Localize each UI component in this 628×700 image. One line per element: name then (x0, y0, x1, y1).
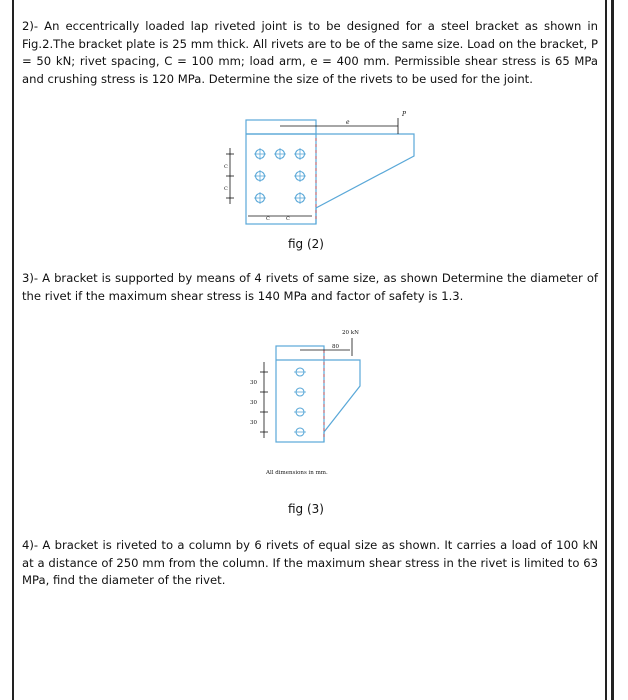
fig2-label-c-bottom2: C (286, 216, 290, 222)
fig2-label-c-bottom: C (266, 216, 270, 222)
fig2-label-p: P (402, 111, 407, 118)
fig3-label-spacing-2: 30 (250, 400, 257, 406)
problem-3-text: 3)- A bracket is supported by means of 4 rivets of same size, as shown Determine the diameter of the rivet if the maximum shear stress is 140 MPa and factor of safety is 1.3. (22, 271, 598, 303)
fig2-label-c-left: C (224, 164, 228, 170)
fig3-rivets (296, 368, 304, 436)
problem-4-text: 4)- A bracket is riveted to a column by 6 rivets of equal size as shown. It carries a load of 100 kN at a distance of 250 mm from the column. If the maximum shear stress in the rivet is limited to 63 MPa, find the diameter of the rivet. (22, 538, 598, 588)
page-border-left (12, 0, 14, 700)
fig3-dimension-note: All dimensions in mm. (266, 470, 328, 476)
fig3-label-spacing-3: 30 (250, 420, 257, 426)
fig2-bracket-plate (246, 134, 414, 224)
fig3-label-offset: 80 (332, 344, 339, 350)
figure-2-caption: fig (2) (288, 237, 324, 251)
figure-2 (222, 108, 428, 232)
fig3-label-load: 20 kN (342, 330, 359, 336)
fig2-label-c-left2: C (224, 186, 228, 192)
fig2-column (246, 120, 316, 224)
fig3-bracket-plate (276, 360, 360, 442)
problem-2-text: 2)- An eccentrically loaded lap riveted joint is to be designed for a steel bracket as shown in Fig.2.The bracket plate is 25 mm thick. All rivets are to be of the same size. Load on the bracket, P = 50 kN; rivet spacing, C = 100 mm; load arm, e = 400 mm. Permissible shear stress is 65 MPa and crushing stress is 120 MPa. Determine the size of the rivets to be used for the joint. (22, 19, 598, 86)
figure-3 (250, 326, 380, 478)
fig2-label-e: e (346, 119, 350, 126)
page-border-right-outer (611, 0, 614, 700)
fig3-label-spacing-1: 30 (250, 380, 257, 386)
figure-3-caption: fig (3) (288, 502, 324, 516)
page-border-right (605, 0, 607, 700)
